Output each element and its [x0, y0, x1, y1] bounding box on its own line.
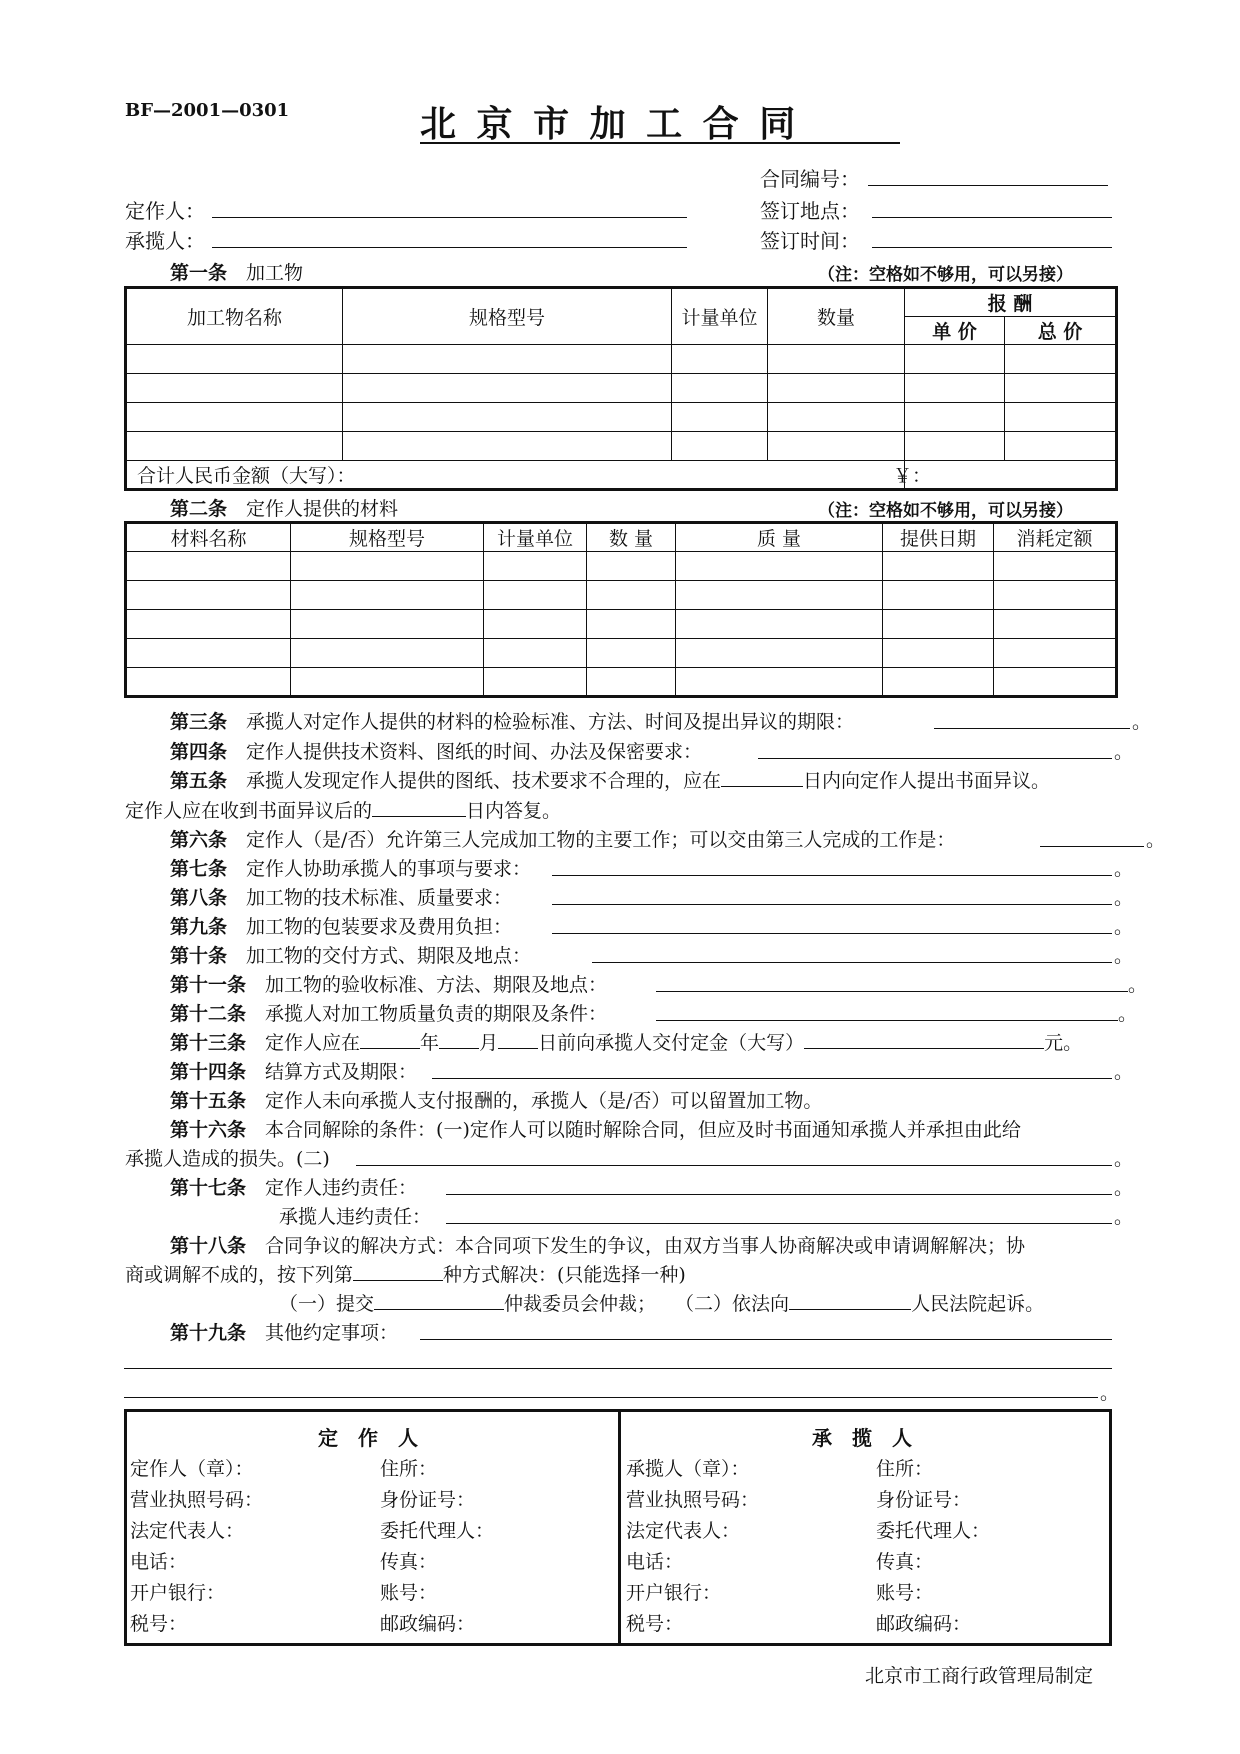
article-16-line1: [170, 1115, 1021, 1142]
article-7-field[interactable]: [552, 875, 1112, 876]
sign-field-label: 传真：: [876, 1551, 934, 1573]
sign-field-label: 身份证号：: [876, 1489, 972, 1511]
art1-header-unit-price: 单 价: [905, 317, 1005, 345]
sign-place-field[interactable]: [872, 217, 1112, 218]
sign-field-label: 税号：: [626, 1613, 684, 1635]
article-text: 定作人违约责任：: [265, 1177, 418, 1199]
article-text: 加工物的包装要求及费用负担：: [246, 916, 513, 938]
article-number: 第六条: [170, 829, 228, 851]
contract-no-label: 合同编号：: [760, 167, 860, 191]
sign-right-title: 承 揽 人: [812, 1426, 912, 1450]
art2-number: 第二条: [170, 498, 228, 520]
arbitration-field[interactable]: [374, 1289, 504, 1310]
article-text: 日前向承揽人交付定金（大写）: [538, 1032, 805, 1054]
article-18-line2: [125, 1260, 686, 1287]
article-text: 仲裁委员会仲裁；: [504, 1293, 647, 1315]
period: 。: [1118, 1003, 1138, 1025]
sign-field-label: 法定代表人：: [626, 1520, 741, 1542]
art2-title: 定作人提供的材料: [246, 498, 399, 520]
sign-field-label: 账号：: [876, 1582, 934, 1604]
article-number: 第十二条: [170, 1003, 247, 1025]
table-row: [126, 668, 1117, 697]
article-14-field[interactable]: [432, 1078, 1112, 1079]
article-19-field-1[interactable]: [420, 1339, 1112, 1340]
deposit-day-field[interactable]: [498, 1028, 538, 1049]
sign-field-label: 住所：: [380, 1458, 438, 1480]
article-text: 种方式解决：(只能选择一种): [443, 1264, 686, 1286]
sign-field-label: 账号：: [380, 1582, 438, 1604]
sign-right-col1: [626, 1454, 759, 1640]
sign-time-field[interactable]: [872, 247, 1112, 248]
article-text: （一）提交: [279, 1293, 375, 1315]
art1-header-spec: 规格型号: [343, 288, 672, 345]
article-text: （二）依法向: [684, 1293, 790, 1315]
sign-field-label: 营业执照号码：: [626, 1489, 760, 1511]
period: 。: [1132, 711, 1152, 733]
sign-left-col2: [380, 1454, 494, 1640]
article-19: [170, 1318, 398, 1345]
article-text: 定作人（是/否）允许第三人完成加工物的主要工作；可以交由第三人完成的工作是：: [246, 829, 956, 851]
deposit-month-field[interactable]: [439, 1028, 479, 1049]
article-text: 月: [479, 1032, 499, 1054]
article-8-field[interactable]: [552, 904, 1112, 905]
article-4: [170, 737, 702, 764]
title-underline: [420, 142, 900, 144]
article-text: 承揽人发现定作人提供的图纸、技术要求不合理的，应在: [246, 770, 722, 792]
table-row: [126, 552, 1117, 581]
deposit-year-field[interactable]: [360, 1028, 420, 1049]
article-text: 日内答复。: [466, 800, 562, 822]
table-row: [126, 432, 1117, 461]
article-11: [170, 970, 607, 997]
art2-header-1: 规格型号: [291, 523, 484, 552]
article-text: 结算方式及期限：: [265, 1061, 418, 1083]
art1-heading: [170, 258, 303, 285]
article-text: 合同争议的解决方式：本合同项下发生的争议，由双方当事人协商解决或申请调解解决；协: [265, 1235, 1026, 1257]
article-number: 第十五条: [170, 1090, 247, 1112]
court-field[interactable]: [789, 1289, 911, 1310]
article-17b-field[interactable]: [446, 1223, 1112, 1224]
sign-field-label: 定作人（章）：: [130, 1458, 254, 1480]
article-9-field[interactable]: [552, 933, 1112, 934]
article-number: 第七条: [170, 858, 228, 880]
period: 。: [1128, 974, 1148, 996]
art1-header-reward: 报 酬: [905, 288, 1117, 317]
period: 。: [1114, 741, 1134, 763]
art2-header-4: 质 量: [676, 523, 883, 552]
footer-issuer: 北京市工商行政管理局制定: [865, 1665, 1094, 1687]
sign-left-col1: [130, 1454, 263, 1640]
article-text: 加工物的交付方式、期限及地点：: [246, 945, 532, 967]
art1-header-qty: 数量: [768, 288, 905, 345]
article-number: 第十八条: [170, 1235, 247, 1257]
art1-number: 第一条: [170, 262, 228, 284]
period: 。: [1114, 1061, 1134, 1083]
article-17a-field[interactable]: [446, 1194, 1112, 1195]
article-3-field[interactable]: [934, 728, 1130, 729]
article-text: 加工物的验收标准、方法、期限及地点：: [265, 974, 608, 996]
article-19-field-2[interactable]: [124, 1368, 1112, 1369]
signature-divider: [618, 1409, 621, 1646]
sign-field-label: 承揽人（章）：: [626, 1458, 750, 1480]
article-11-field[interactable]: [656, 991, 1128, 992]
art1-header-name: 加工物名称: [126, 288, 343, 345]
article-6-field[interactable]: [1040, 846, 1144, 847]
art1-note: （注：空格如不够用，可以另接）: [818, 265, 1073, 285]
article-text: 定作人协助承揽人的事项与要求：: [246, 858, 532, 880]
article-number: 第十一条: [170, 974, 247, 996]
article-text: 年: [420, 1032, 440, 1054]
article-number: 第三条: [170, 711, 228, 733]
sign-field-label: 身份证号：: [380, 1489, 476, 1511]
article-text: 商或调解不成的，按下列第: [125, 1264, 354, 1286]
article-5-line1: [170, 766, 1050, 793]
page-title: 北 京 市 加 工 合 同: [420, 104, 800, 145]
art2-note: （注：空格如不够用，可以另接）: [818, 501, 1073, 521]
article-5-days-field[interactable]: [721, 766, 803, 787]
article-19-field-3[interactable]: [124, 1397, 1098, 1398]
article-text: 元。: [1044, 1032, 1083, 1054]
article-5-line2: [125, 796, 561, 823]
sign-field-label: 委托代理人：: [876, 1520, 991, 1542]
article-text: 加工物的技术标准、质量要求：: [246, 887, 513, 909]
yen-sign: ￥：: [893, 465, 932, 487]
article-15: [170, 1086, 822, 1113]
article-text: 日内向定作人提出书面异议。: [803, 770, 1051, 792]
sign-field-label: 营业执照号码：: [130, 1489, 264, 1511]
article-text: 承揽人对加工物质量负责的期限及条件：: [265, 1003, 608, 1025]
article-16-line2: 承揽人造成的损失。(二): [125, 1148, 330, 1170]
sign-field-label: 开户银行：: [130, 1582, 226, 1604]
art1-header-total-price: 总 价: [1005, 317, 1117, 345]
party-b-field[interactable]: [212, 247, 687, 248]
party-b-label: 承揽人：: [125, 229, 205, 253]
art2-header-3: 数 量: [587, 523, 676, 552]
dispute-option-field[interactable]: [353, 1260, 443, 1281]
article-number: 第八条: [170, 887, 228, 909]
art1-yen-label: [893, 461, 1117, 490]
article-8: [170, 883, 512, 910]
article-number: 第十四条: [170, 1061, 247, 1083]
article-number: 第四条: [170, 741, 228, 763]
article-5-reply-field[interactable]: [372, 796, 466, 817]
article-6: [170, 825, 955, 852]
table-row: [126, 403, 1117, 432]
article-number: 第五条: [170, 770, 228, 792]
article-7: [170, 854, 531, 881]
art1-total-label: 合计人民币金额（大写）：: [126, 461, 905, 490]
period: 。: [1114, 1206, 1134, 1228]
article-9: [170, 912, 512, 939]
art2-header-5: 提供日期: [883, 523, 994, 552]
sign-field-label: 邮政编码：: [380, 1613, 476, 1635]
article-12: [170, 999, 607, 1026]
article-18-line3: [279, 1289, 1044, 1316]
table-row: [126, 610, 1117, 639]
contract-no-field[interactable]: [868, 185, 1108, 186]
sign-field-label: 住所：: [876, 1458, 934, 1480]
party-a-label: 定作人：: [125, 199, 205, 223]
article-4-field[interactable]: [758, 758, 1112, 759]
period: 。: [1114, 945, 1134, 967]
period: 。: [1100, 1382, 1120, 1404]
sign-field-label: 电话：: [130, 1551, 188, 1573]
article-number: 第九条: [170, 916, 228, 938]
art2-heading: [170, 494, 398, 521]
period: 。: [1114, 1177, 1134, 1199]
article-text: 定作人未向承揽人支付报酬的，承揽人（是/否）可以留置加工物。: [265, 1090, 823, 1112]
art2-header-2: 计量单位: [484, 523, 587, 552]
article-10: [170, 941, 531, 968]
sign-field-label: 税号：: [130, 1613, 188, 1635]
sign-field-label: 邮政编码：: [876, 1613, 972, 1635]
article-17-line2: 承揽人违约责任：: [279, 1206, 432, 1228]
deposit-amount-field[interactable]: [804, 1028, 1044, 1049]
article-12-field[interactable]: [656, 1020, 1118, 1021]
article-number: 第十条: [170, 945, 228, 967]
period: 。: [1114, 916, 1134, 938]
form-code: BF—2001—0301: [125, 100, 290, 121]
period: 。: [1146, 829, 1166, 851]
art1-title: 加工物: [246, 262, 304, 284]
article-number: 第十六条: [170, 1119, 247, 1141]
period: 。: [1114, 858, 1134, 880]
article-text: 人民法院起诉。: [911, 1293, 1045, 1315]
article-13: [170, 1028, 1082, 1055]
art2-header-6: 消耗定额: [994, 523, 1117, 552]
table-row: [126, 639, 1117, 668]
sign-field-label: 法定代表人：: [130, 1520, 245, 1542]
article-text: 本合同解除的条件：(一)定作人可以随时解除合同，但应及时书面通知承揽人并承担由此给: [265, 1119, 1021, 1141]
article-14: [170, 1057, 417, 1084]
sign-field-label: 委托代理人：: [380, 1520, 495, 1542]
sign-field-label: 开户银行：: [626, 1582, 722, 1604]
table-row: [126, 581, 1117, 610]
art2-header-0: 材料名称: [126, 523, 291, 552]
sign-right-col2: [876, 1454, 990, 1640]
sign-time-label: 签订时间：: [760, 229, 860, 253]
sign-place-label: 签订地点：: [760, 199, 860, 223]
article-text: 定作人应在: [265, 1032, 361, 1054]
article-text: 定作人应在收到书面异议后的: [125, 800, 373, 822]
article-text: 定作人提供技术资料、图纸的时间、办法及保密要求：: [246, 741, 703, 763]
article-16-field[interactable]: [356, 1165, 1112, 1166]
art2-table: [124, 521, 1118, 698]
art1-header-unit: 计量单位: [672, 288, 768, 345]
period: 。: [1114, 1148, 1134, 1170]
article-text: 其他约定事项：: [265, 1322, 399, 1344]
art1-table: [124, 286, 1118, 491]
article-3: [170, 707, 854, 734]
table-row: [126, 345, 1117, 374]
sign-left-title: 定 作 人: [318, 1426, 418, 1450]
sign-field-label: 电话：: [626, 1551, 684, 1573]
period: 。: [1114, 887, 1134, 909]
sign-field-label: 传真：: [380, 1551, 438, 1573]
article-18-line1: [170, 1231, 1025, 1258]
article-10-field[interactable]: [592, 962, 1112, 963]
table-row: [126, 374, 1117, 403]
article-number: 第十七条: [170, 1177, 247, 1199]
article-number: 第十九条: [170, 1322, 247, 1344]
article-17: [170, 1173, 417, 1200]
article-text: 承揽人对定作人提供的材料的检验标准、方法、时间及提出异议的期限：: [246, 711, 855, 733]
party-a-field[interactable]: [212, 217, 687, 218]
article-number: 第十三条: [170, 1032, 247, 1054]
